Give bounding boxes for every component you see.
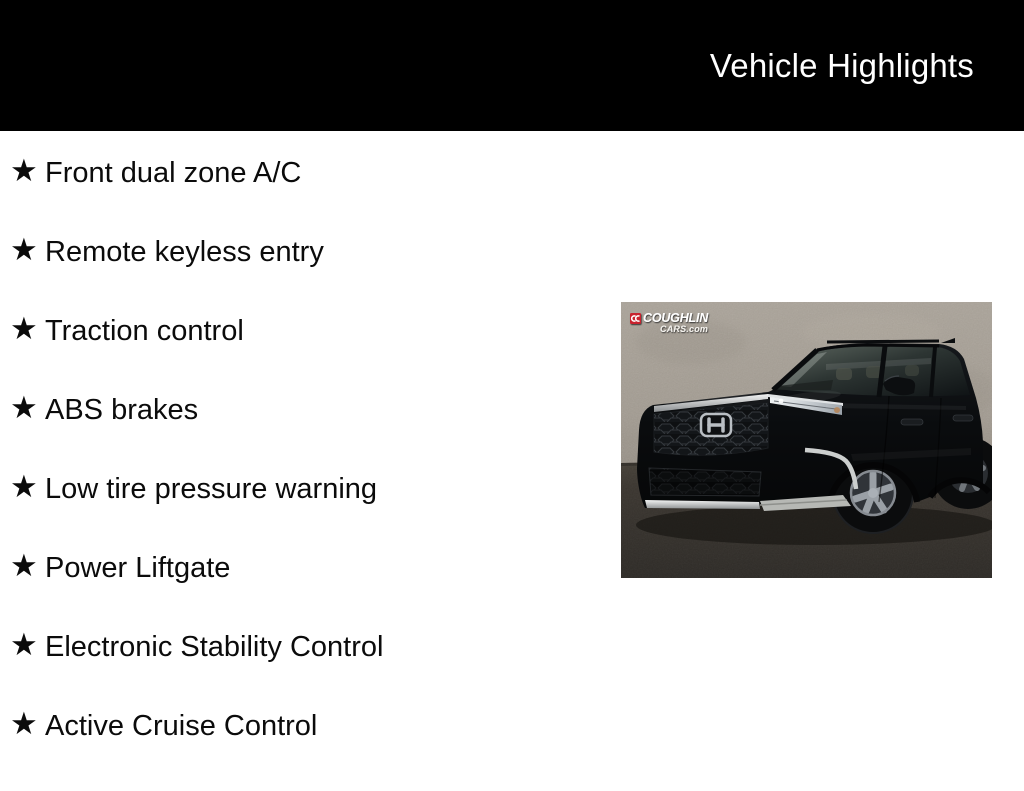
star-bullet-icon: ★: [10, 153, 38, 189]
page-title: Vehicle Highlights: [709, 46, 974, 84]
door-handle: [953, 415, 973, 421]
list-item: [10, 548, 620, 584]
list-item: [10, 232, 620, 268]
car-shadow: [636, 505, 992, 545]
star-bullet-icon: ★: [10, 548, 38, 584]
feature-label: Active Cruise Control: [45, 710, 318, 742]
list-item: [10, 311, 620, 347]
star-bullet-icon: ★: [10, 232, 38, 268]
slide-header: [0, 0, 1024, 131]
star-bullet-icon: ★: [10, 390, 38, 426]
honda-logo: [701, 414, 731, 436]
list-item: [10, 706, 620, 742]
vehicle-photo-illustration: [621, 302, 992, 578]
star-bullet-icon: ★: [10, 311, 38, 347]
star-bullet-icon: ★: [10, 627, 38, 663]
list-item: [10, 469, 620, 505]
feature-label: Low tire pressure warning: [45, 473, 378, 505]
door-handle: [901, 419, 923, 425]
list-item: [10, 390, 620, 426]
list-item: [10, 627, 620, 663]
feature-label: Power Liftgate: [45, 552, 231, 584]
feature-list: [0, 131, 620, 741]
feature-label: ABS brakes: [45, 394, 199, 426]
watermark-line1: COUGHLIN: [643, 311, 709, 325]
list-item: [10, 153, 620, 189]
watermark-line2: CARS.com: [660, 324, 709, 334]
feature-label: Remote keyless entry: [45, 236, 324, 268]
feature-label: Traction control: [45, 315, 244, 347]
feature-label: Electronic Stability Control: [45, 631, 384, 663]
feature-label: Front dual zone A/C: [45, 157, 302, 189]
vehicle-photo: [621, 302, 992, 578]
feature-list-section: [0, 131, 620, 791]
star-bullet-icon: ★: [10, 469, 38, 505]
star-bullet-icon: ★: [10, 706, 38, 742]
